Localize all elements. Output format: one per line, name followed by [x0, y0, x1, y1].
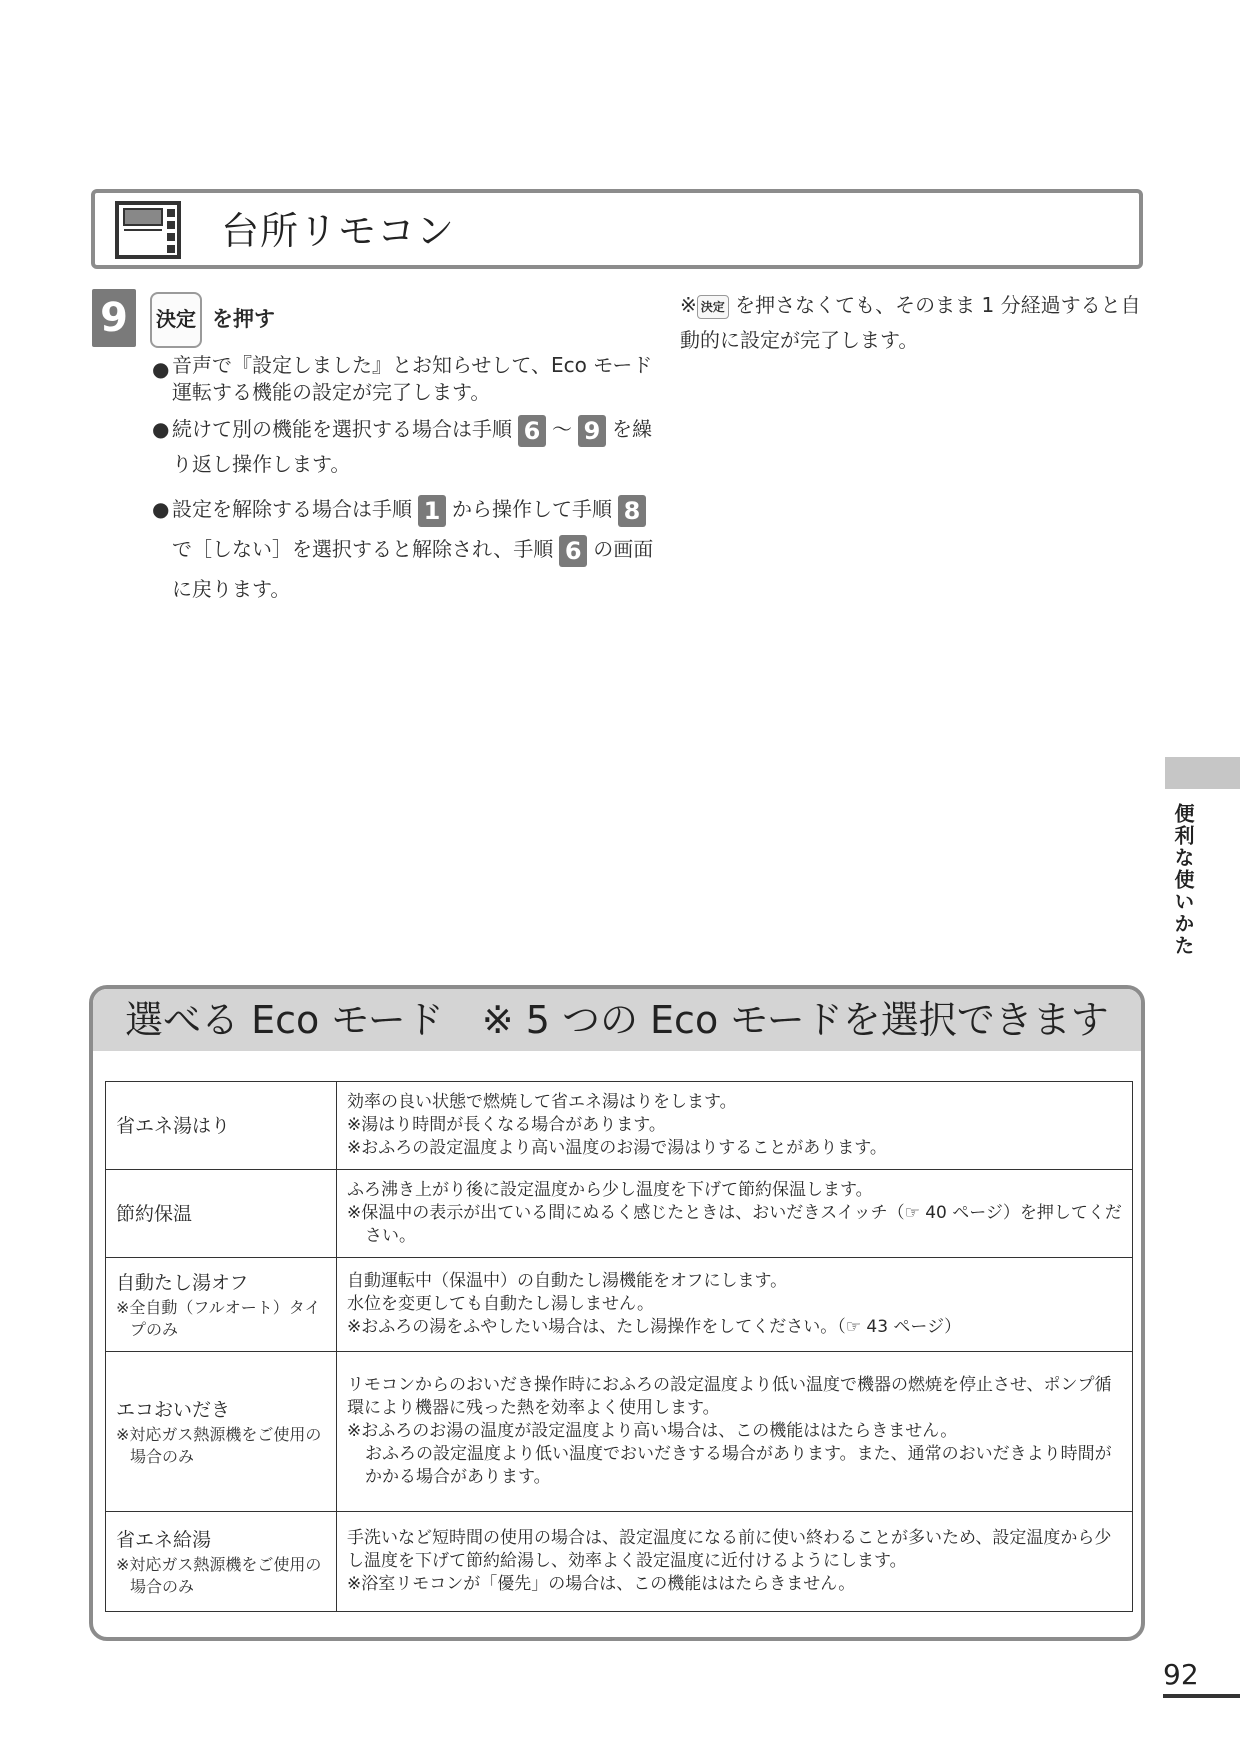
desc-line: 手洗いなど短時間の使用の場合は、設定温度になる前に使い終わることが多いため、設定温度から少し温度を下げて節約給湯し、効率よく設定温度に近付けるようにします。: [347, 1528, 1112, 1571]
desc-line: 水位を変更しても自動たし湯しません。: [347, 1294, 655, 1314]
bullet-item: [152, 412, 662, 482]
note-mark: ※: [680, 293, 697, 317]
table-row: [106, 1258, 1133, 1352]
mode-note: ※対応ガス熱源機をご使用の場合のみ: [116, 1554, 322, 1596]
mode-desc-cell: [337, 1512, 1133, 1612]
bullet-dot: ●: [152, 497, 170, 521]
mode-note: ※対応ガス熱源機をご使用の場合のみ: [116, 1424, 322, 1466]
table-row: [106, 1170, 1133, 1258]
bullet-dot: ●: [152, 417, 170, 441]
mode-name: 自動たし湯オフ: [116, 1271, 249, 1294]
mode-desc-cell: [337, 1352, 1133, 1512]
mode-name-cell: [106, 1512, 337, 1612]
bullet-text-part: 〜: [552, 417, 572, 441]
mode-desc-cell: [337, 1170, 1133, 1258]
desc-line: ふろ沸き上がり後に設定温度から少し温度を下げて節約保温します。: [347, 1180, 873, 1200]
side-tab-label: 便利な使いかた: [1171, 803, 1195, 957]
bullet-text-part: から操作して手順: [452, 497, 612, 521]
mode-name-cell: [106, 1258, 337, 1352]
step-ref-badge: 6: [518, 415, 546, 447]
mode-name: 省エネ湯はり: [116, 1114, 231, 1137]
desc-line: ※おふろの湯をふやしたい場合は、たし湯操作をしてください。（☞ 43 ページ）: [347, 1317, 962, 1337]
table-row: [106, 1082, 1133, 1170]
mode-note: ※全自動（フルオート）タイプのみ: [116, 1297, 321, 1339]
bullet-text-part: を繰り返し操作します。: [172, 417, 652, 476]
desc-line: 自動運転中（保温中）の自動たし湯機能をオフにします。: [347, 1271, 788, 1291]
desc-line: ※保温中の表示が出ている間にぬるく感じたときは、おいだきスイッチ（☞ 40 ページ）を押してください。: [347, 1203, 1122, 1246]
desc-line: リモコンからのおいだき操作時におふろの設定温度より低い温度で機器の燃焼を停止させ、ポンプ循環により機器に残った熱を効率よく使用します。: [347, 1375, 1112, 1418]
desc-line: ※おふろの設定温度より高い温度のお湯で湯はりすることがあります。: [347, 1138, 887, 1158]
mode-name-cell: [106, 1352, 337, 1512]
bullet-text: 音声で『設定しました』とお知らせして、Eco モード運転する機能の設定が完了します。: [172, 353, 653, 404]
step-ref-badge: 6: [559, 535, 587, 567]
mode-name: エコおいだき: [116, 1398, 231, 1421]
section-header: [91, 189, 1143, 269]
step-ref-badge: 8: [618, 495, 646, 527]
mode-name-cell: [106, 1082, 337, 1170]
bullet-dot: ●: [152, 357, 170, 381]
bullet-item: [152, 489, 662, 609]
mode-desc-cell: [337, 1258, 1133, 1352]
page-number-rule: [1163, 1694, 1240, 1698]
bullet-text-part: の画面に戻ります。: [172, 537, 654, 601]
bullet-text-part: 設定を解除する場合は手順: [172, 497, 412, 521]
side-tab-marker: [1165, 757, 1240, 789]
step-number-badge: 9: [92, 289, 136, 347]
bullet-text: [172, 412, 662, 482]
desc-line: 効率の良い状態で燃焼して省エネ湯はりをします。: [347, 1092, 737, 1112]
table-row: [106, 1512, 1133, 1612]
bullet-item: [152, 352, 662, 406]
table-row: [106, 1352, 1133, 1512]
bullet-text: [172, 489, 662, 609]
bullet-text-part: 続けて別の機能を選択する場合は手順: [172, 417, 512, 441]
kettei-button-small: 決定: [697, 295, 729, 319]
desc-line: ※湯はり時間が長くなる場合があります。: [347, 1115, 666, 1135]
bullet-text-part: で［しない］を選択すると解除され、手順: [172, 537, 554, 561]
mode-name-cell: [106, 1170, 337, 1258]
step-ref-badge: 1: [418, 495, 446, 527]
section-title: 台所リモコン: [221, 209, 456, 253]
page-number: 92: [1163, 1658, 1199, 1691]
step-action-text: を押す: [212, 307, 275, 331]
eco-mode-table: [105, 1081, 1133, 1612]
eco-section-title: 選べる Eco モード ※ 5 つの Eco モードを選択できます: [125, 998, 1109, 1042]
desc-line: ※浴室リモコンが「優先」の場合は、この機能ははたらきません。: [347, 1574, 856, 1594]
eco-title-band: [93, 989, 1141, 1051]
kettei-button: 決定: [150, 292, 202, 348]
kitchen-remote-icon: [115, 201, 181, 259]
eco-mode-section: [89, 985, 1145, 1641]
desc-line: おふろの設定温度より低い温度でおいだきする場合があります。また、通常のおいだきより時間がかかる場合があります。: [365, 1444, 1112, 1487]
step-ref-badge: 9: [578, 415, 606, 447]
note-text: を押さなくても、そのまま 1 分経過すると自動的に設定が完了します。: [680, 293, 1141, 352]
note: [680, 288, 1150, 358]
mode-name: 節約保温: [116, 1202, 193, 1225]
mode-name: 省エネ給湯: [116, 1528, 212, 1551]
mode-desc-cell: [337, 1082, 1133, 1170]
desc-line: ※おふろのお湯の温度が設定温度より高い場合は、この機能ははたらきません。: [347, 1421, 958, 1441]
